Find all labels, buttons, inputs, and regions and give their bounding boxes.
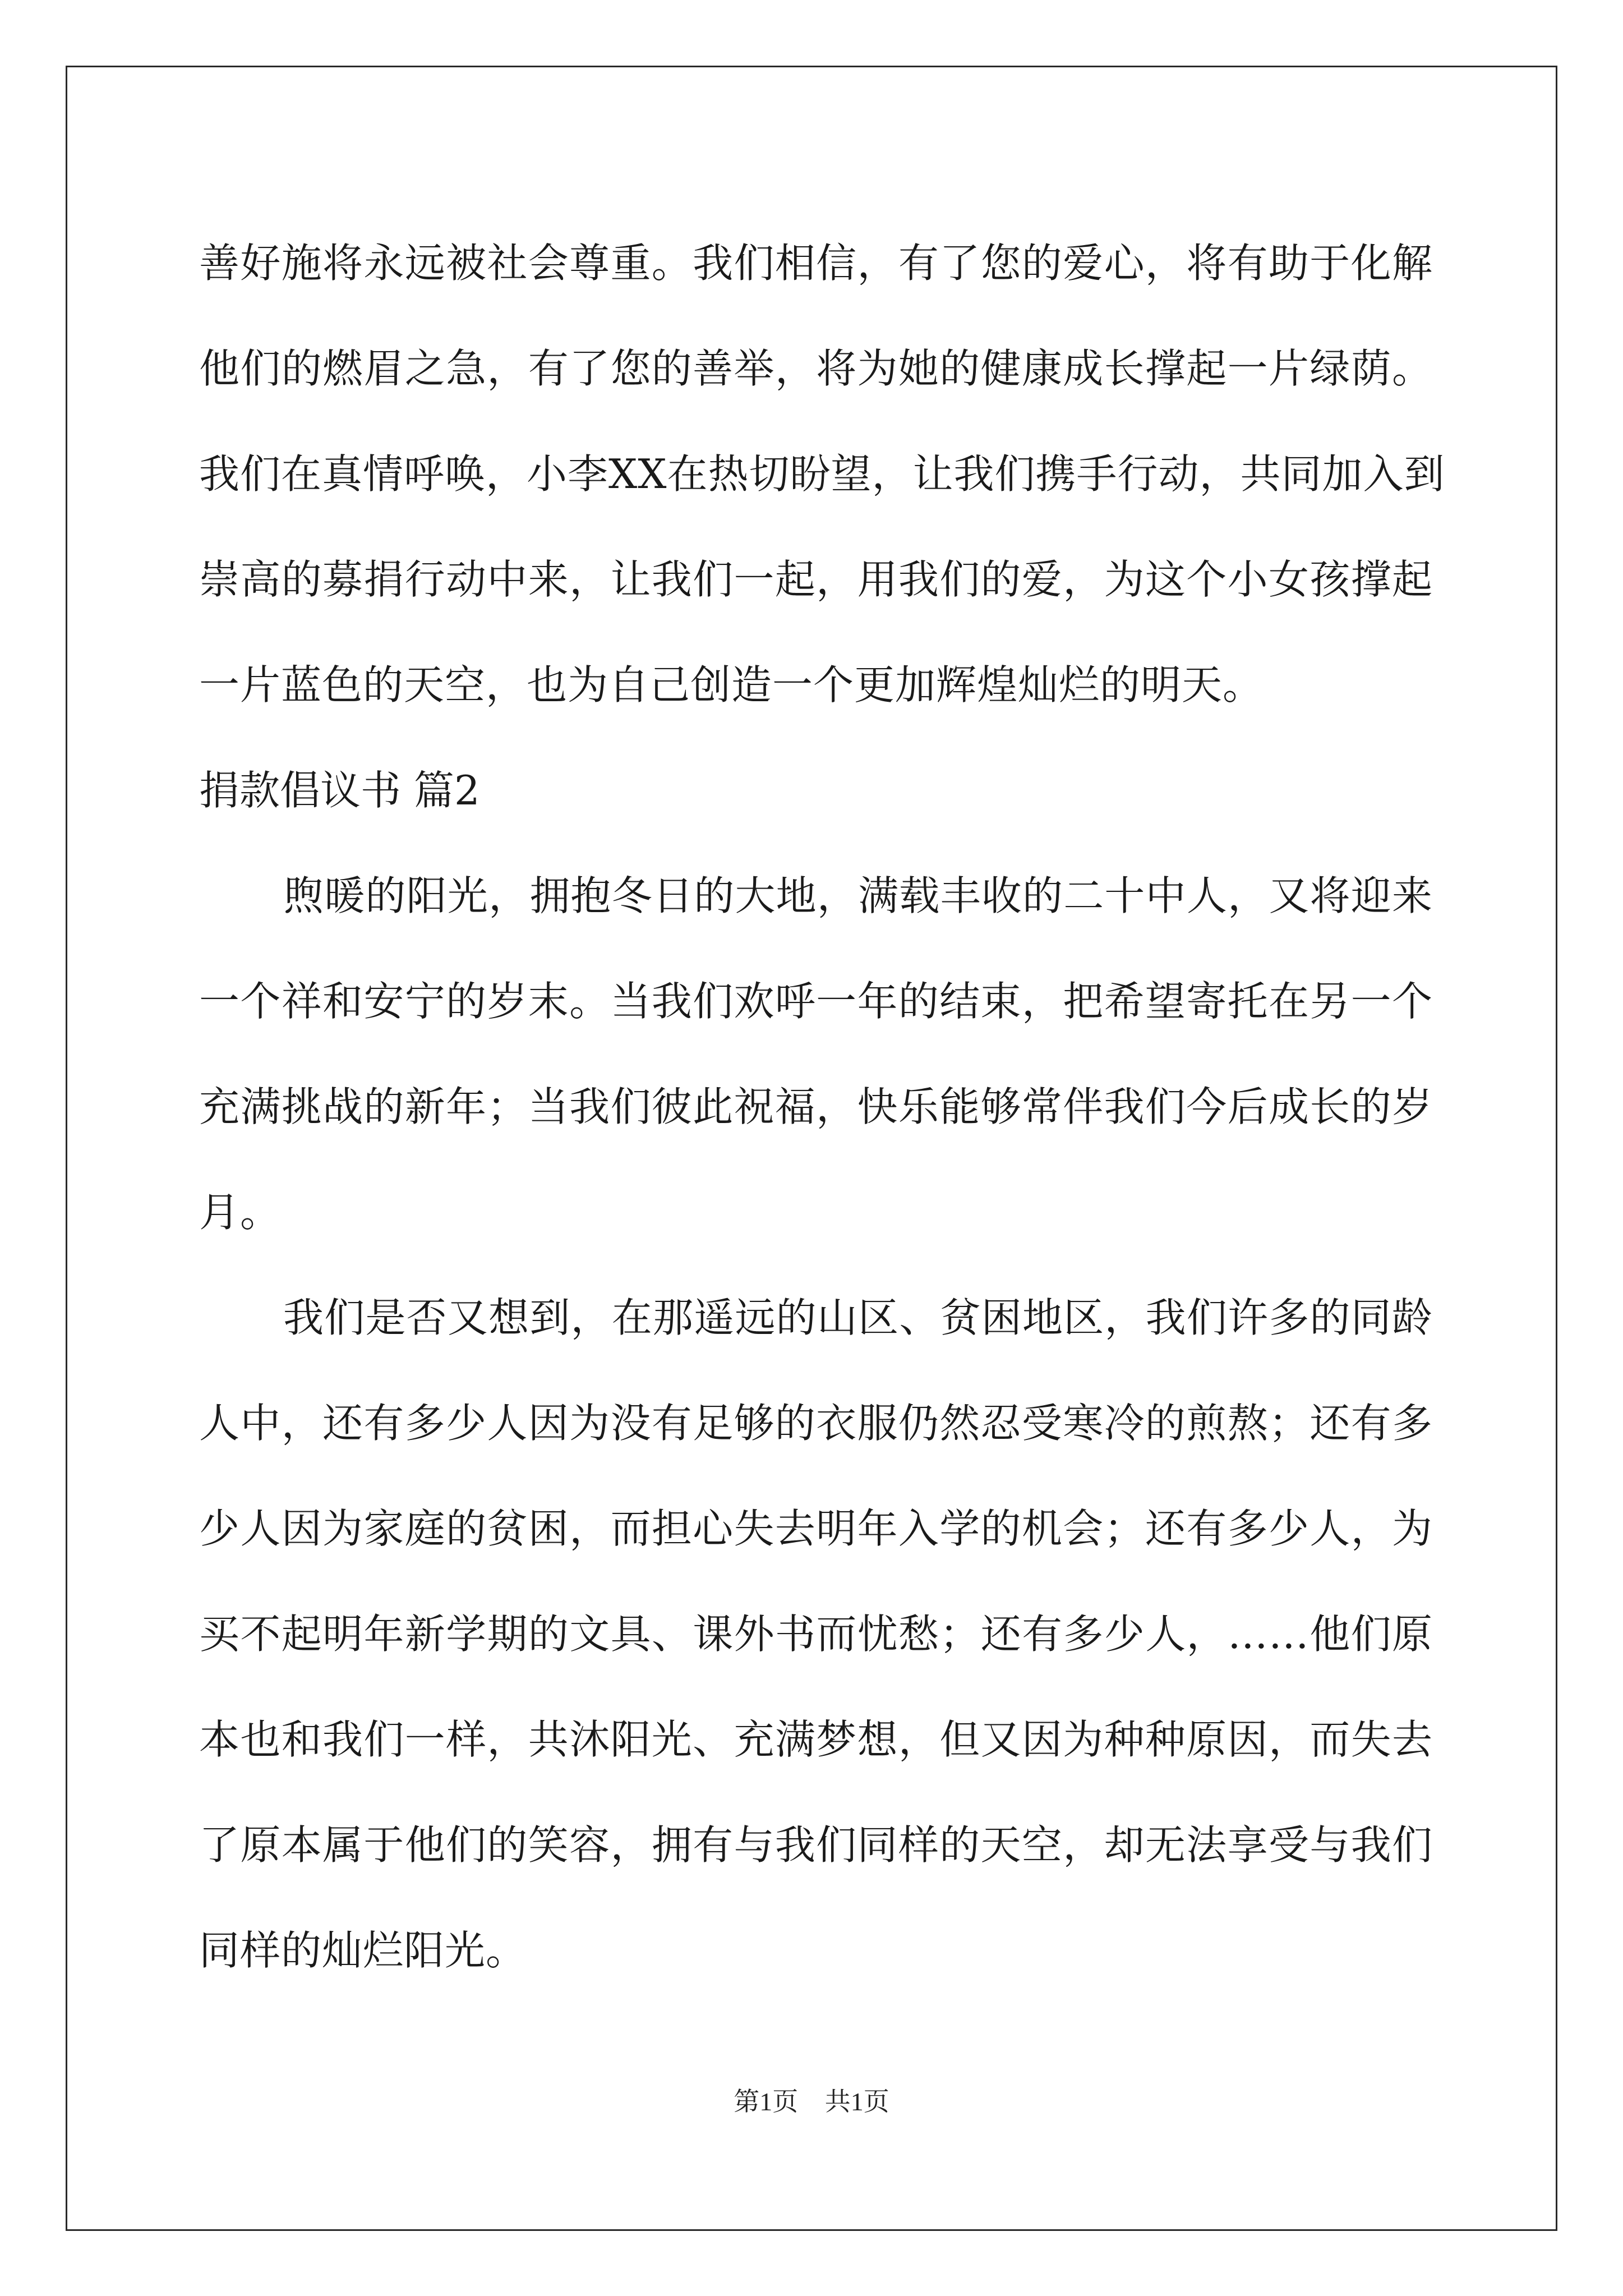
text-line: 善好施将永远被社会尊重。我们相信，有了您的爱心，将有助于化解 [199, 240, 1433, 287]
text-line: 崇高的募捐行动中来，让我们一起，用我们的爱，为这个小女孩撑起 [199, 556, 1433, 603]
page-number: 第1页 [734, 2087, 799, 2116]
text-line: 充满挑战的新年；当我们彼此祝福，快乐能够常伴我们今后成长的岁 [199, 1083, 1433, 1130]
text-line: 我们在真情呼唤，小李XX在热切盼望，让我们携手行动，共同加入到 [199, 450, 1445, 498]
text-line: 少人因为家庭的贫困，而担心失去明年入学的机会；还有多少人，为 [199, 1505, 1433, 1552]
text-line: 了原本属于他们的笑容，拥有与我们同样的天空，却无法享受与我们 [199, 1821, 1433, 1869]
text-line: 煦暖的阳光，拥抱冬日的大地，满载丰收的二十中人，又将迎来 [283, 872, 1433, 919]
text-line: 我们是否又想到，在那遥远的山区、贫困地区，我们许多的同龄 [283, 1294, 1433, 1341]
text-line: 一片蓝色的天空，也为自己创造一个更加辉煌灿烂的明天。 [199, 661, 1264, 708]
text-line: 人中，还有多少人因为没有足够的衣服仍然忍受寒冷的煎熬；还有多 [199, 1400, 1433, 1447]
page-total: 共1页 [824, 2087, 889, 2116]
text-line: 买不起明年新学期的文具、课外书而忧愁；还有多少人，……他们原 [199, 1611, 1433, 1658]
text-line: 同样的灿烂阳光。 [199, 1927, 527, 1974]
text-line: 一个祥和安宁的岁末。当我们欢呼一年的结束，把希望寄托在另一个 [199, 978, 1433, 1025]
text-line: 他们的燃眉之急，有了您的善举，将为她的健康成长撑起一片绿荫。 [199, 345, 1433, 392]
text-line: 本也和我们一样，共沐阳光、充满梦想，但又因为种种原因，而失去 [199, 1716, 1433, 1763]
page-footer [0, 2081, 1623, 2118]
section-title: 捐款倡议书 篇2 [199, 767, 480, 814]
text-line: 月。 [199, 1189, 282, 1236]
document-body [199, 210, 1445, 2003]
